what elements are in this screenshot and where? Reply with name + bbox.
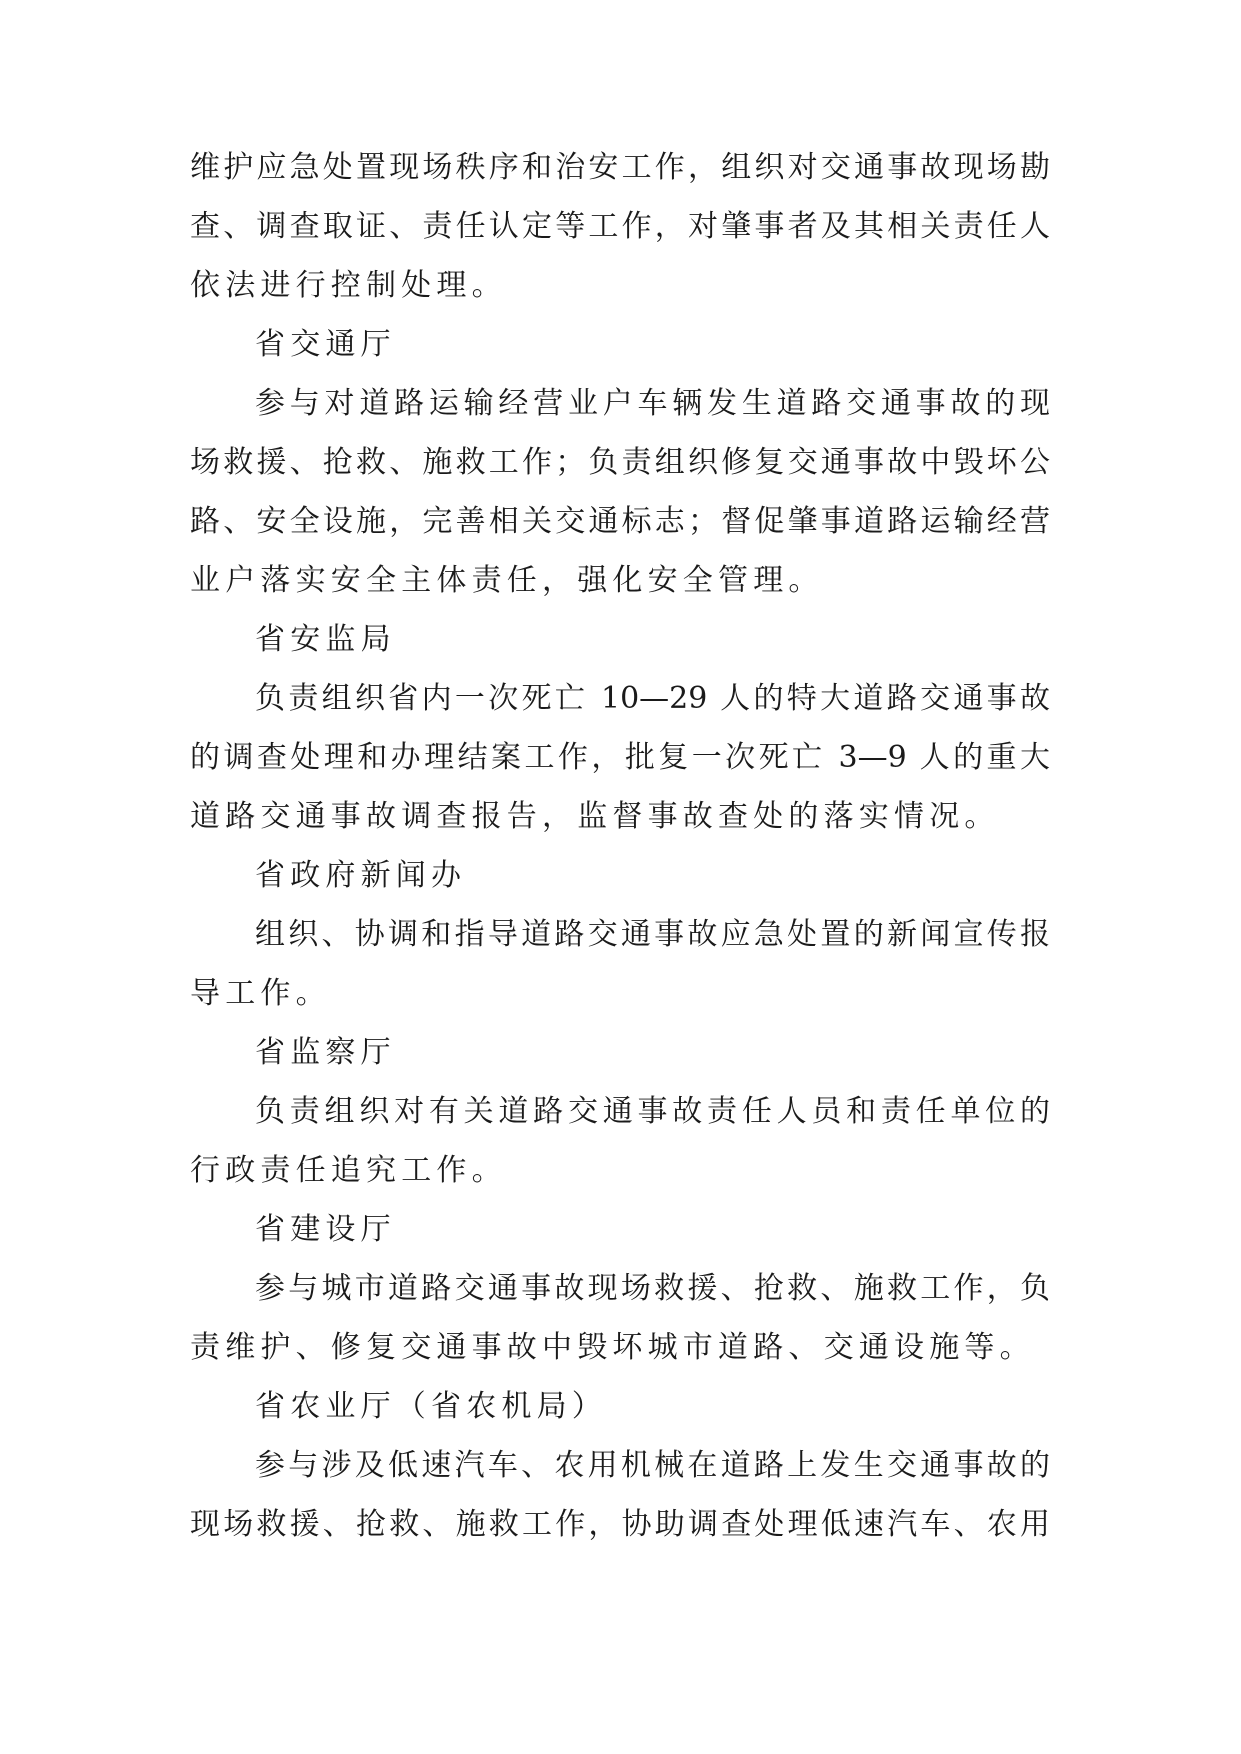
- body-text-line: 参与对道路运输经营业户车辆发生道路交通事故的现: [255, 386, 1050, 421]
- department-heading: 省农业厅（省农机局）: [255, 1389, 607, 1424]
- department-heading: 省建设厅: [255, 1212, 396, 1247]
- body-text-line: 场救援、抢救、施救工作；负责组织修复交通事故中毁坏公: [190, 445, 1050, 480]
- body-text-line: 依法进行控制处理。: [190, 268, 507, 303]
- body-text-line: 负责组织对有关道路交通事故责任人员和责任单位的: [255, 1094, 1050, 1129]
- body-text-line: 路、安全设施，完善相关交通标志；督促肇事道路运输经营: [190, 504, 1050, 539]
- body-text-line: 业户落实安全主体责任，强化安全管理。: [190, 563, 824, 598]
- department-heading: 省政府新闻办: [255, 858, 467, 893]
- department-heading: 省监察厅: [255, 1035, 396, 1070]
- body-text-line: 导工作。: [190, 976, 331, 1011]
- body-text-line: 维护应急处置现场秩序和治安工作，组织对交通事故现场勘: [190, 150, 1050, 185]
- department-heading: 省安监局: [255, 622, 396, 657]
- body-text-line: 责维护、修复交通事故中毁坏城市道路、交通设施等。: [190, 1330, 1035, 1365]
- body-text-line: 道路交通事故调查报告，监督事故查处的落实情况。: [190, 799, 1000, 834]
- body-text-line: 查、调查取证、责任认定等工作，对肇事者及其相关责任人: [190, 209, 1050, 244]
- body-text-line: 行政责任追究工作。: [190, 1153, 507, 1188]
- body-text-line: 的调查处理和办理结案工作，批复一次死亡 3—9 人的重大: [190, 740, 1050, 775]
- department-heading: 省交通厅: [255, 327, 396, 362]
- body-text-line: 参与涉及低速汽车、农用机械在道路上发生交通事故的: [255, 1448, 1050, 1483]
- body-text-line: 参与城市道路交通事故现场救援、抢救、施救工作，负: [255, 1271, 1050, 1306]
- body-text-line: 负责组织省内一次死亡 10—29 人的特大道路交通事故: [255, 681, 1050, 716]
- body-text-line: 组织、协调和指导道路交通事故应急处置的新闻宣传报: [255, 917, 1050, 952]
- body-text-line: 现场救援、抢救、施救工作，协助调查处理低速汽车、农用: [190, 1507, 1050, 1542]
